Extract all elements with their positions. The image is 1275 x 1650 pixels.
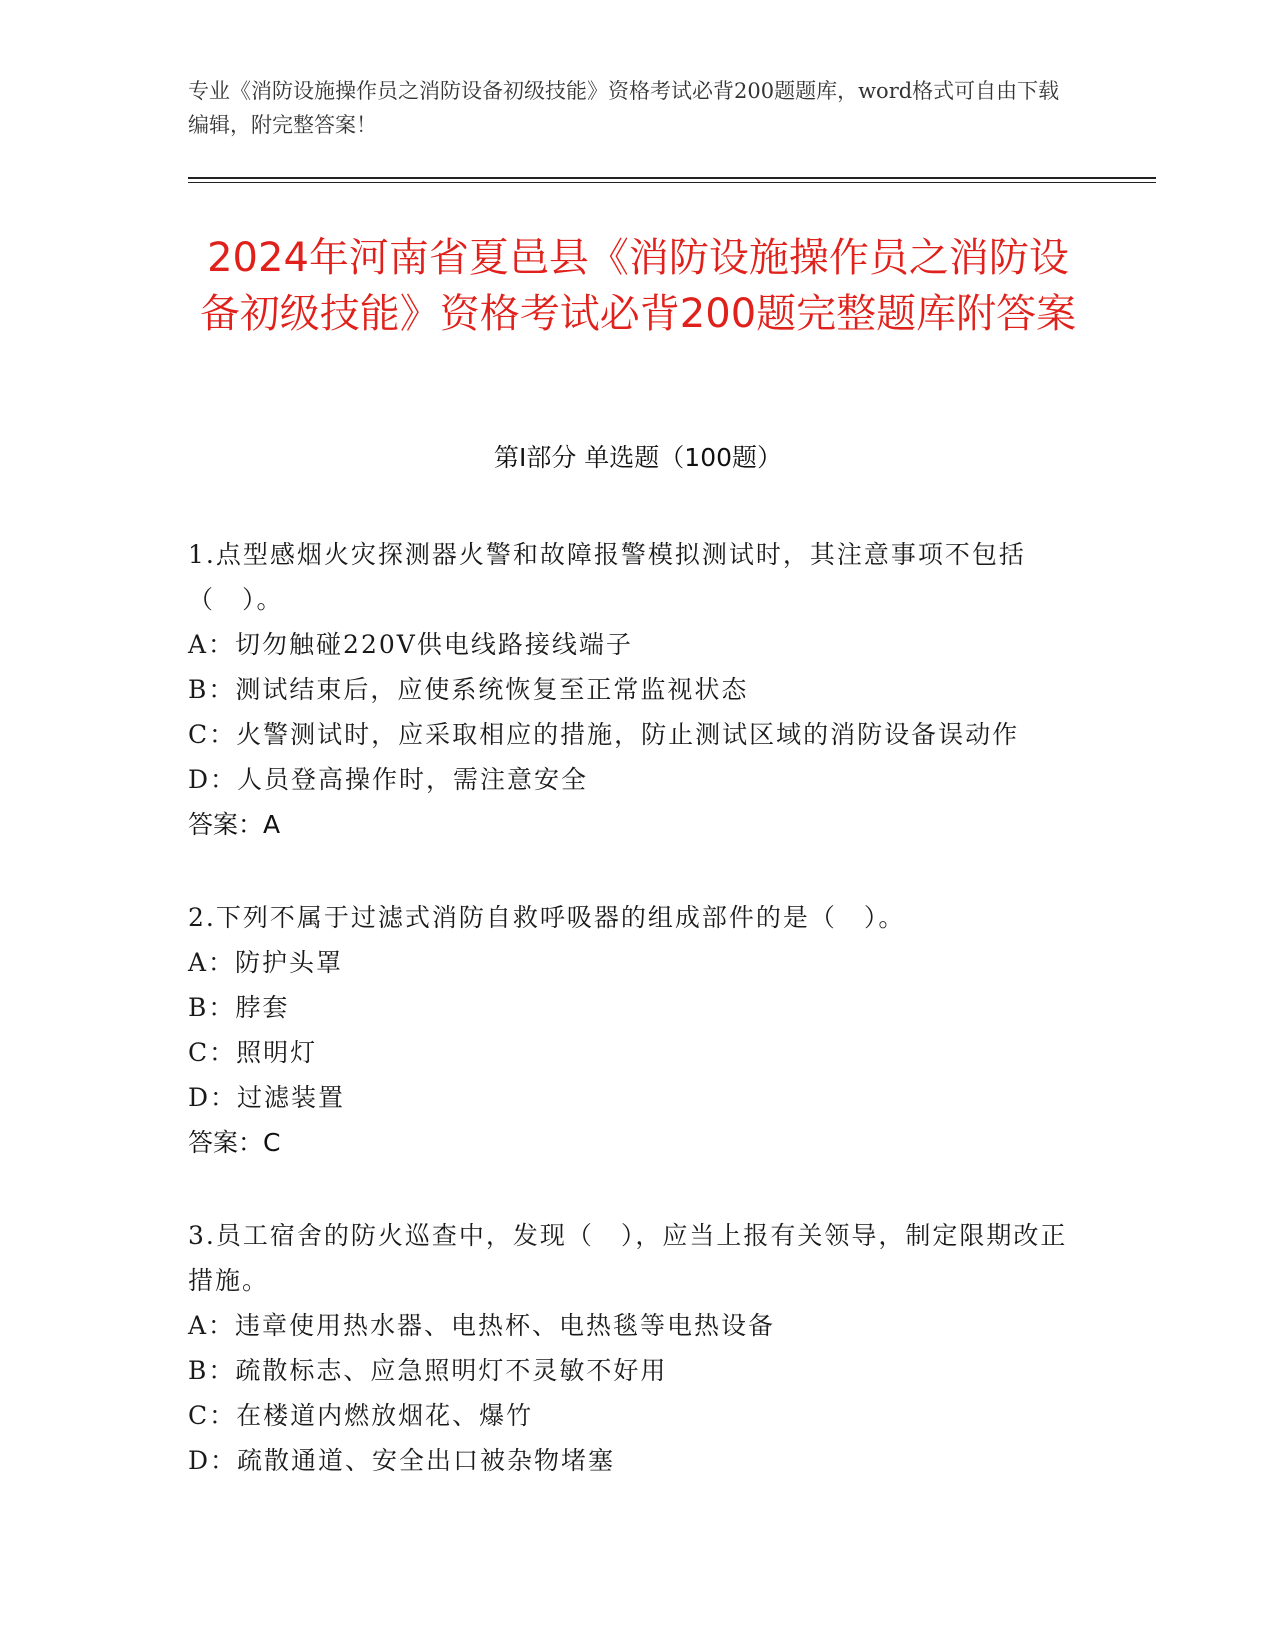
- option-b: B：疏散标志、应急照明灯不灵敏不好用: [188, 1356, 668, 1385]
- question-stem: 3.员工宿舍的防火巡查中，发现（ ），应当上报有关领导，制定限期改正措施。: [188, 1221, 1068, 1295]
- option-b: B：脖套: [188, 993, 290, 1022]
- option-a: A：违章使用热水器、电热杯、电热毯等电热设备: [188, 1311, 776, 1340]
- question-item: [188, 532, 1088, 847]
- option-d: D：疏散通道、安全出口被杂物堵塞: [188, 1446, 616, 1475]
- answer: 答案：C: [188, 1128, 281, 1157]
- option-b: B：测试结束后，应使系统恢复至正常监视状态: [188, 675, 749, 704]
- option-c: C：火警测试时，应采取相应的措施，防止测试区域的消防设备误动作: [188, 720, 1020, 749]
- option-c: C：在楼道内燃放烟花、爆竹: [188, 1401, 534, 1430]
- question-list: [188, 532, 1088, 1531]
- document-title: 2024年河南省夏邑县《消防设施操作员之消防设备初级技能》资格考试必背200题完整题库附答案: [199, 235, 1077, 337]
- option-d: D：过滤装置: [188, 1083, 346, 1112]
- header-divider-thin: [188, 182, 1156, 183]
- header-divider-thick: [188, 177, 1156, 179]
- question-stem: 1.点型感烟火灾探测器火警和故障报警模拟测试时，其注意事项不包括（ ）。: [188, 540, 1026, 614]
- option-a: A：防护头罩: [188, 948, 344, 977]
- question-item: [188, 1213, 1088, 1483]
- header-note: 专业《消防设施操作员之消防设备初级技能》资格考试必背200题题库，word格式可自由下载编辑，附完整答案！: [188, 79, 1060, 137]
- answer: 答案：A: [188, 810, 281, 839]
- question-item: [188, 895, 1088, 1165]
- option-c: C：照明灯: [188, 1038, 318, 1067]
- question-stem: 2.下列不属于过滤式消防自救呼吸器的组成部件的是（ ）。: [188, 903, 906, 932]
- option-d: D：人员登高操作时，需注意安全: [188, 765, 589, 794]
- section-title: 第I部分 单选题（100题）: [493, 443, 783, 472]
- option-a: A：切勿触碰220V供电线路接线端子: [188, 630, 633, 659]
